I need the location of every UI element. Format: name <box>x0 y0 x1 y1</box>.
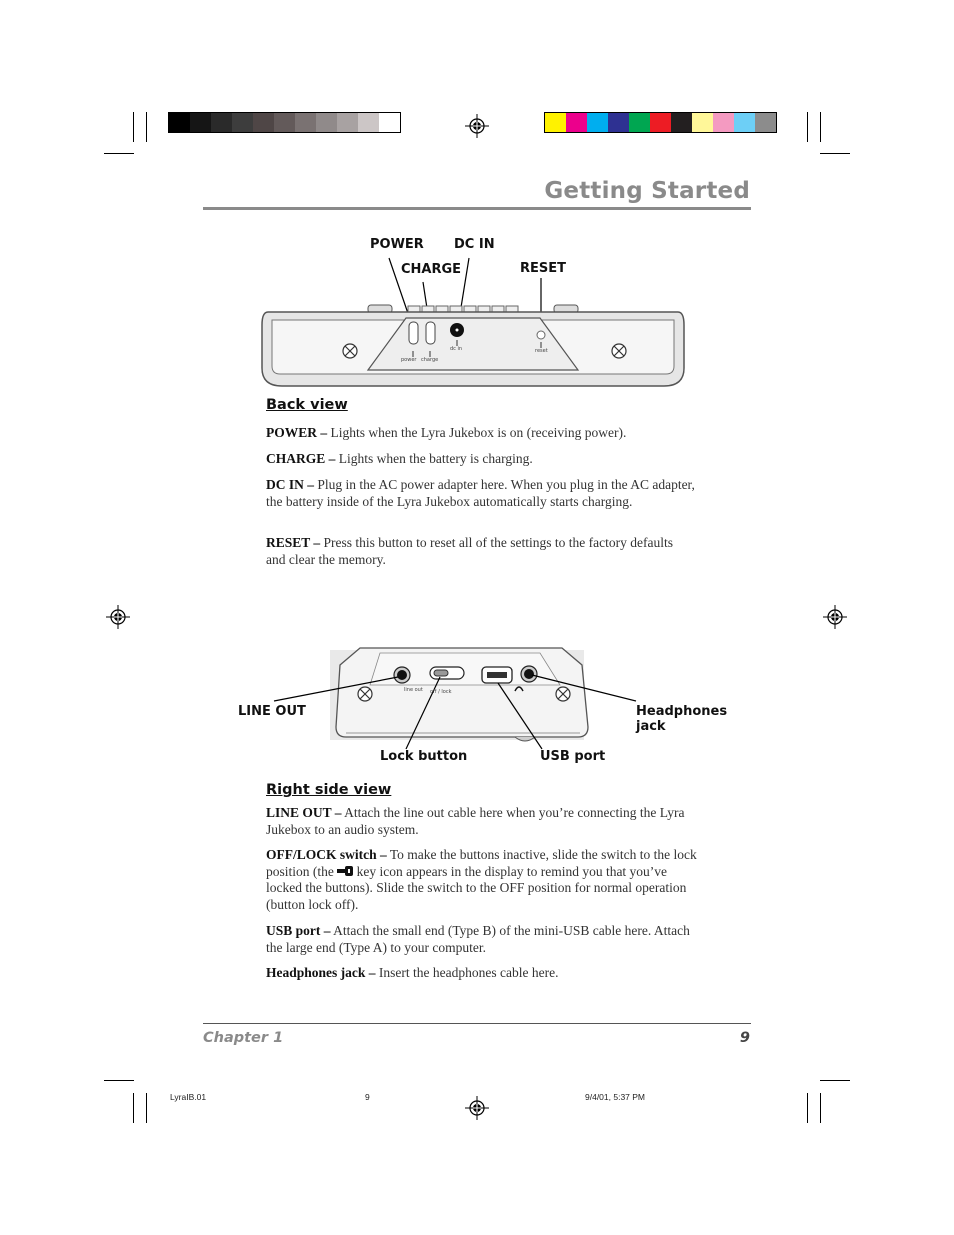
registration-mark-icon <box>106 605 130 629</box>
crop-mark <box>133 112 134 142</box>
callout-reset: RESET <box>520 261 567 276</box>
callout-headphones: Headphones jack <box>636 704 728 734</box>
color-swatch <box>671 113 692 132</box>
gray-swatch <box>358 113 379 132</box>
slug-date: 9/4/01, 5:37 PM <box>585 1092 646 1102</box>
port-label-dc-in: dc in <box>450 346 463 352</box>
footer-page-number: 9 <box>739 1030 750 1046</box>
crop-mark <box>807 112 808 142</box>
callout-dc-in: DC IN <box>454 237 495 252</box>
back-view-item-charge: CHARGE – Lights when the battery is charging. <box>266 451 533 466</box>
gray-swatch <box>316 113 337 132</box>
gray-swatch <box>274 113 295 132</box>
color-calibration-bar <box>544 112 777 133</box>
back-view-item-dc-in: DC IN – Plug in the AC power adapter here. When you plug in the AC adapter, the battery inside of the Lyra Jukebox automatically starts charging. <box>266 477 695 509</box>
callout-usb-port: USB port <box>540 749 606 764</box>
color-swatch <box>734 113 755 132</box>
right-view-item-off-lock: OFF/LOCK switch – To make the buttons inactive, slide the switch to the lock position (the key icon appears in the display to remind you that you’ve locked the buttons). Slide the switch to the OFF position for normal operation (button lock off). <box>266 847 697 912</box>
back-view-item-reset: RESET – Press this button to reset all of the settings to the factory defaults and clear the memory. <box>266 535 673 567</box>
gray-swatch <box>211 113 232 132</box>
gray-swatch <box>190 113 211 132</box>
gray-swatch <box>337 113 358 132</box>
color-swatch <box>566 113 587 132</box>
right-side-view-diagram <box>270 645 640 750</box>
crop-mark <box>820 1093 821 1123</box>
color-swatch <box>629 113 650 132</box>
color-swatch <box>692 113 713 132</box>
crop-mark <box>104 153 134 154</box>
callout-charge: CHARGE <box>401 262 462 277</box>
slug-file: LyraIB.01 <box>170 1092 207 1102</box>
right-view-item-headphones: Headphones jack – Insert the headphones cable here. <box>266 965 559 980</box>
back-view-heading: Back view <box>266 397 348 413</box>
header-rule <box>203 207 751 210</box>
footer-rule <box>203 1023 751 1024</box>
color-swatch <box>587 113 608 132</box>
back-view-diagram <box>258 250 690 392</box>
registration-mark-icon <box>465 1096 489 1120</box>
slug-page: 9 <box>365 1092 370 1102</box>
page-title: Getting Started <box>544 178 750 204</box>
grayscale-calibration-bar <box>168 112 401 133</box>
crop-mark <box>104 1080 134 1081</box>
callout-power: POWER <box>370 237 424 252</box>
color-swatch <box>545 113 566 132</box>
footer-chapter: Chapter 1 <box>203 1030 284 1046</box>
gray-swatch <box>169 113 190 132</box>
gray-swatch <box>232 113 253 132</box>
port-label-power: power <box>401 357 417 363</box>
crop-mark <box>146 112 147 142</box>
port-label-line-out: line out <box>404 687 423 693</box>
crop-mark <box>820 153 850 154</box>
callout-lock-button: Lock button <box>380 749 468 764</box>
color-swatch <box>608 113 629 132</box>
key-icon <box>337 865 353 877</box>
right-view-item-line-out: LINE OUT – Attach the line out cable here when you’re connecting the Lyra Jukebox to an audio system. <box>266 805 685 837</box>
color-swatch <box>650 113 671 132</box>
crop-mark <box>807 1093 808 1123</box>
port-label-off-lock: off / lock <box>430 689 452 695</box>
callout-line-out: LINE OUT <box>238 704 306 719</box>
registration-mark-icon <box>465 114 489 138</box>
gray-swatch <box>253 113 274 132</box>
back-view-item-power: POWER – Lights when the Lyra Jukebox is on (receiving power). <box>266 425 627 440</box>
right-side-view-heading: Right side view <box>266 782 392 798</box>
crop-mark <box>820 1080 850 1081</box>
right-view-item-usb-port: USB port – Attach the small end (Type B) of the mini-USB cable here. Attach the large end (Type A) to your computer. <box>266 923 690 955</box>
color-swatch <box>713 113 734 132</box>
gray-swatch <box>295 113 316 132</box>
crop-mark <box>820 112 821 142</box>
port-label-charge: charge <box>421 357 439 363</box>
crop-mark <box>133 1093 134 1123</box>
color-swatch <box>755 113 776 132</box>
crop-mark <box>146 1093 147 1123</box>
port-label-reset: reset <box>535 348 548 354</box>
registration-mark-icon <box>823 605 847 629</box>
gray-swatch <box>379 113 400 132</box>
